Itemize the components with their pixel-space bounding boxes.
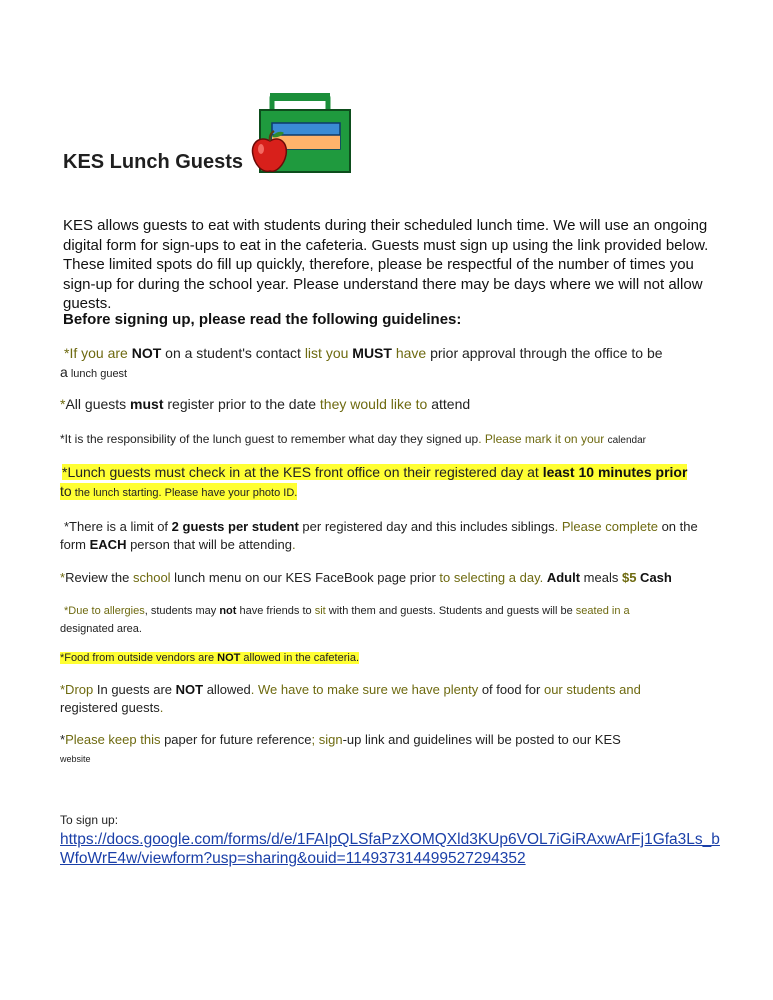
guideline-guest-limit: *There is a limit of 2 guests per student per registered day and this includes siblings. Please complete on the form EACH person that will be attending.: [60, 519, 698, 552]
guideline-keep-paper: *Please keep this paper for future reference; sign-up link and guidelines will be posted to our KES website: [60, 732, 621, 764]
lunchbox-icon: [250, 93, 352, 175]
guidelines-heading: Before signing up, please read the following guidelines:: [63, 311, 462, 328]
page-title: KES Lunch Guests: [63, 151, 244, 173]
guideline-lunch-menu: *Review the school lunch menu on our KES FaceBook page prior to selecting a day. Adult meals $5 Cash: [60, 570, 672, 585]
guideline-register-prior: *All guests must register prior to the date they would like to attend: [60, 396, 471, 412]
guideline-outside-food: *Food from outside vendors are NOT allowed in the cafeteria.: [60, 652, 360, 664]
guideline-remember-day: *It is the responsibility of the lunch guest to remember what day they signed up. Please mark it on your calendar: [60, 432, 646, 446]
guideline-allergies: *Due to allergies, students may not have friends to sit with them and guests. Students and guests will be seated in a designated area.: [60, 605, 630, 635]
signup-link[interactable]: https://docs.google.com/forms/d/e/1FAIpQLSfaPzXOMQXld3KUp6VOL7iGiRAxwArFj1Gfa3Ls_bWfoWrE4w/viewform?usp=sharing&ouid=114937314499527294352: [60, 831, 720, 867]
guideline-drop-in: *Drop In guests are NOT allowed. We have to make sure we have plenty of food for our students and registered guests.: [60, 682, 641, 715]
guideline-contact-list: *If you are NOT on a student's contact list you MUST have prior approval through the office to be a lunch guest: [60, 345, 663, 380]
intro-paragraph: KES allows guests to eat with students during their scheduled lunch time. We will use an ongoing digital form for sign-ups to eat in the cafeteria. Guests must sign up using the link provided below. These limited spots do fill up quickly, therefore, please be respectful of the number of times you sign-up for during the school year. Please understand there may be days where we will not allow guests.: [63, 217, 709, 313]
signup-label: To sign up:: [60, 813, 119, 827]
guideline-check-in: *Lunch guests must check in at the KES front office on their registered day at least 10 minutes prior to the lunch starting. Please have your photo ID.: [60, 464, 688, 499]
